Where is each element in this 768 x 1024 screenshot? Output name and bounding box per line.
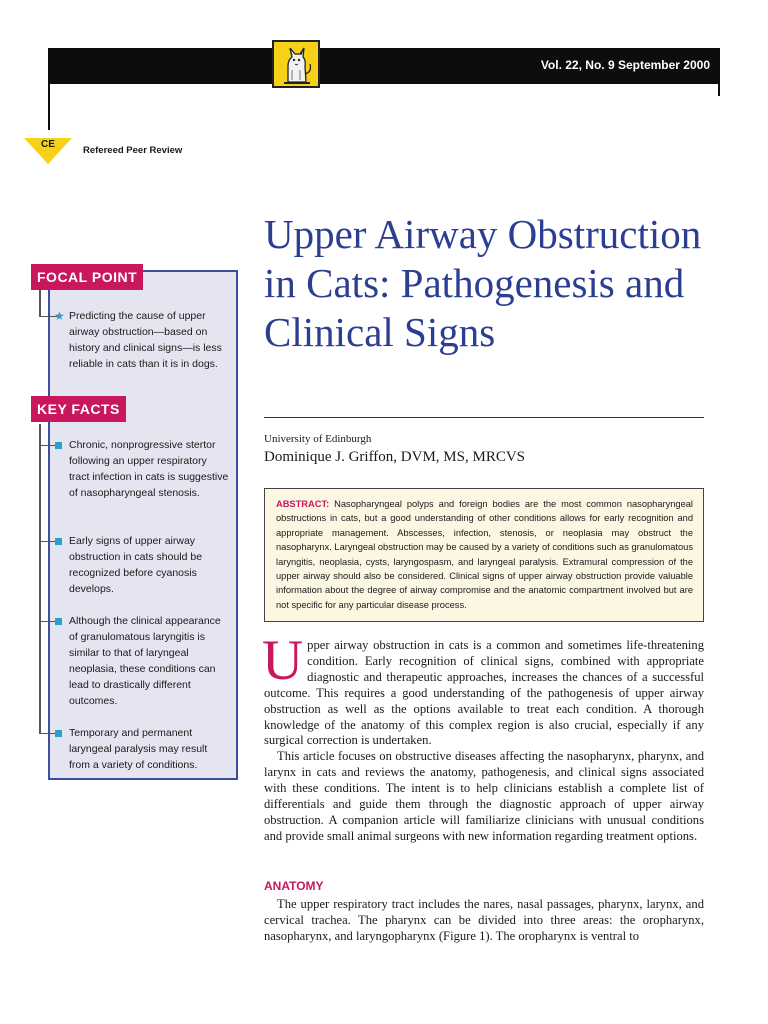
paragraph: This article focuses on obstructive diseases affecting the nasopharynx, pharynx, and larynx in cats and reviews the anatomy, pathogenesis, and clinical signs associated with these conditions. The intent is to help clinicians establish a complete list of differentials and guide them through the diagnostic approach of upper airway obstruction. A companion article will familiarize clinicians with unusual conditions and provide small animal surgeons with new information regarding treatment options. xyxy=(264,749,704,843)
abstract-box xyxy=(264,488,704,622)
square-bullet-icon xyxy=(55,618,62,625)
key-fact: Chronic, nonprogressive stertor following an upper respiratory tract infection in cats is suggestive of nasopharyngeal stenosis. xyxy=(69,439,229,499)
abstract-text: Nasopharyngeal polyps and foreign bodies are the most common nasopharyngeal obstructions in cats, but a good understanding of other conditions allows for early recognition and appropriate management. Abscesses, infection, stenosis, or neoplasia may obstruct the nasopharynx. Laryngeal obstruction may be caused by a variety of conditions such as granulomatous laryngitis, neoplasia, cysts, laryngospasm, and laryngeal paralysis. Extramural compression of the upper airway should also be considered. Clinical signs of upper airway obstruction provide valuable information about the degree of airway compromise and the anatomic compartment involved but are not specific for any particular disease process. xyxy=(276,499,693,610)
square-bullet-icon xyxy=(55,730,62,737)
paragraph: The upper respiratory tract includes the nares, nasal passages, pharynx, larynx, and cervical trachea. The pharynx can be divided into three areas: the oropharynx, nasopharynx, and laryngopharynx (Figure 1). The oropharynx is ventral to xyxy=(264,897,704,943)
issue-info: Vol. 22, No. 9 September 2000 xyxy=(540,58,710,72)
left-rule xyxy=(48,84,50,130)
focal-point-label: FOCAL POINT xyxy=(31,264,143,290)
article-body xyxy=(262,629,704,845)
section-heading: ANATOMY xyxy=(264,879,324,893)
paragraph xyxy=(262,629,704,749)
title-rule xyxy=(264,417,704,418)
drop-cap: U xyxy=(262,629,304,692)
ce-badge-label: CE xyxy=(41,139,55,150)
star-icon: ★ xyxy=(54,309,65,323)
key-facts-label: KEY FACTS xyxy=(31,396,126,422)
cat-logo-icon xyxy=(272,40,320,88)
article-body-continued xyxy=(264,897,704,945)
key-fact: Although the clinical appearance of granulomatous laryngitis is similar to that of laryngeal neoplasia, these conditions can lead to drastically different outcomes. xyxy=(69,615,221,707)
abstract-label: ABSTRACT: xyxy=(276,499,330,509)
right-rule xyxy=(718,84,720,96)
square-bullet-icon xyxy=(55,442,62,449)
focal-connector xyxy=(39,290,41,316)
author-name: Dominique J. Griffon, DVM, MS, MRCVS xyxy=(264,449,525,465)
article-title: Upper Airway Obstruction in Cats: Pathogenesis and Clinical Signs xyxy=(264,211,702,355)
focal-point-text: Predicting the cause of upper airway obstruction—based on history and clinical signs—is less reliable in cats than it is in dogs. xyxy=(69,310,222,370)
author-affiliation: University of Edinburgh xyxy=(264,433,372,445)
refereed-label: Refereed Peer Review xyxy=(83,145,183,156)
key-fact: Temporary and permanent laryngeal paralysis may result from a variety of conditions. xyxy=(69,727,208,771)
keyfacts-connector xyxy=(39,424,41,734)
square-bullet-icon xyxy=(55,538,62,545)
paragraph-text: pper airway obstruction in cats is a common and sometimes life-threatening condition. Early recognition of clinical signs, combined with appropriate diagnostic and therapeutic approaches, increases the chances of a successful outcome. This requires a good understanding of the pathogenesis of upper airway obstruction as well as the options available to treat each condition. A thorough knowledge of the anatomy of this complex region is also crucial, especially if any surgical correction is undertaken. xyxy=(264,638,704,748)
key-fact: Early signs of upper airway obstruction in cats should be recognized before cyanosis develops. xyxy=(69,535,203,595)
